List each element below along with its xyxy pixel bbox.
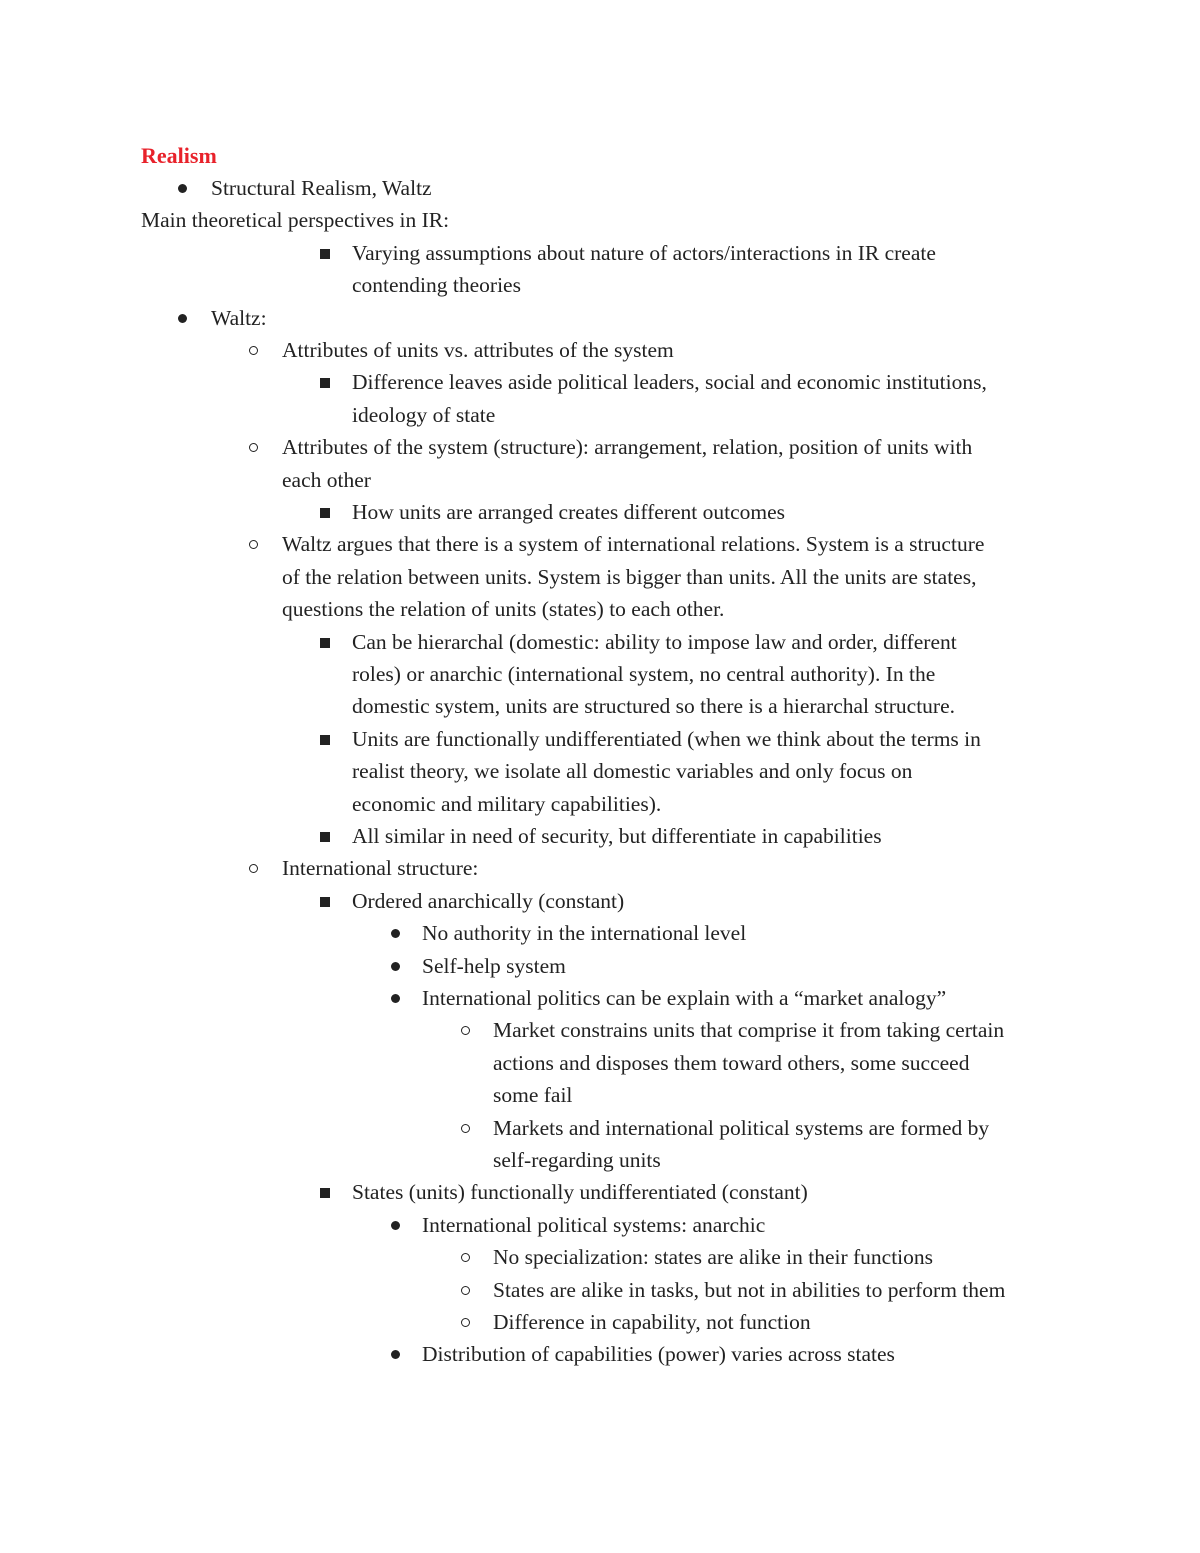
outline-line: Markets and international political systems are formed by [493,1115,990,1140]
outline-line: States are alike in tasks, but not in abilities to perform them [493,1277,1006,1302]
bullet-square-icon [320,638,330,648]
outline-line: contending theories [352,273,521,298]
bullet-disc-icon [391,929,400,938]
outline-line: International political systems: anarchic [422,1212,766,1237]
outline-line: ideology of state [352,402,496,427]
bullet-circle-icon [249,443,258,452]
outline-line: domestic system, units are structured so there is a hierarchal structure. [352,694,955,719]
outline-line: economic and military capabilities). [352,791,662,816]
bullet-circle-icon [461,1286,470,1295]
bullet-circle-icon [461,1124,470,1133]
outline-line: Distribution of capabilities (power) varies across states [422,1342,895,1367]
outline-line: Difference leaves aside political leaders, social and economic institutions, [352,370,987,395]
outline-line: Units are functionally undifferentiated (when we think about the terms in [352,726,981,751]
bullet-disc-icon [391,962,400,971]
outline-line: Main theoretical perspectives in IR: [141,208,450,233]
outline-line: Market constrains units that comprise it from taking certain [493,1018,1005,1043]
bullet-circle-icon [249,540,258,549]
outline-line: How units are arranged creates different outcomes [352,500,786,524]
outline-line: States (units) functionally undifferentiated (constant) [352,1180,808,1205]
outline-line: Structural Realism, Waltz [211,176,432,200]
outline-line: self-regarding units [493,1148,661,1172]
bullet-circle-icon [249,346,258,355]
outline-line: Self-help system [422,953,566,978]
bullet-circle-icon [461,1318,470,1327]
outline-line: some fail [493,1083,573,1108]
bullet-square-icon [320,832,330,842]
heading-realism: Realism [141,143,217,168]
bullet-disc-icon [178,184,187,193]
bullet-disc-icon [391,1350,400,1359]
outline-line: Can be hierarchal (domestic: ability to impose law and order, different [352,629,957,654]
bullet-square-icon [320,1188,330,1198]
bullet-circle-icon [249,864,258,873]
outline-line: Attributes of the system (structure): arrangement, relation, position of units with [282,435,973,460]
outline-line: Waltz argues that there is a system of international relations. System is a structure [282,532,985,557]
bullet-disc-icon [178,314,187,323]
bullet-circle-icon [461,1253,470,1262]
outline-line: All similar in need of security, but differentiate in capabilities [352,824,882,848]
outline-line: of the relation between units. System is bigger than units. All the units are states, [282,564,977,589]
outline-line: Varying assumptions about nature of actors/interactions in IR create [352,240,936,265]
bullet-square-icon [320,378,330,388]
outline-line: Waltz: [211,305,267,330]
bullet-square-icon [320,735,330,745]
outline-line: No authority in the international level [422,921,747,946]
outline-line: No specialization: states are alike in their functions [493,1245,934,1270]
outline-line: questions the relation of units (states) to each other. [282,597,725,622]
bullet-square-icon [320,249,330,259]
bullet-circle-icon [461,1026,470,1035]
bullet-square-icon [320,897,330,907]
outline-line: Ordered anarchically (constant) [352,888,625,913]
outline-line: Attributes of units vs. attributes of the system [282,338,674,362]
outline-line: each other [282,467,371,492]
outline-line: realist theory, we isolate all domestic variables and only focus on [352,759,913,784]
outline-line: roles) or anarchic (international system, no central authority). In the [352,662,936,686]
outline-line: International politics can be explain with a “market analogy” [422,986,947,1010]
outline-line: International structure: [282,856,479,881]
outline-line: actions and disposes them toward others, some succeed [493,1050,970,1075]
bullet-disc-icon [391,1221,400,1230]
bullet-disc-icon [391,994,400,1003]
outline-line: Difference in capability, not function [493,1310,811,1334]
bullet-square-icon [320,508,330,518]
